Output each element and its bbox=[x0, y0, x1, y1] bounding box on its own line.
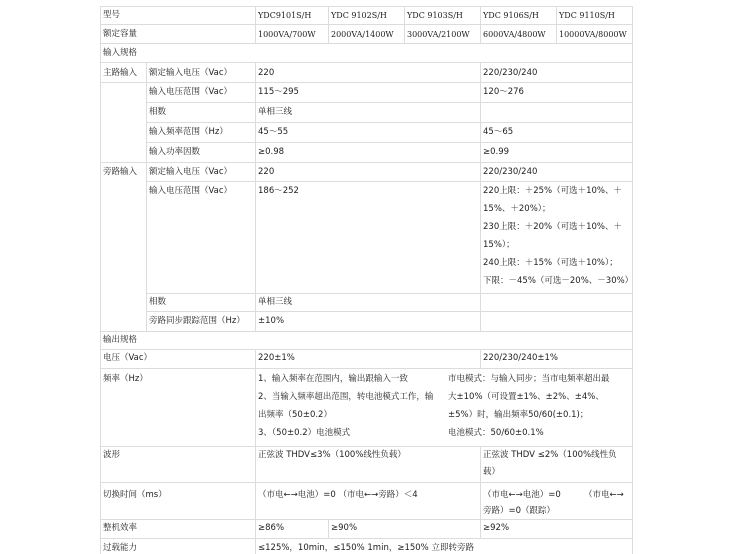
mains-pf-v2: ≥0.99 bbox=[483, 147, 510, 157]
voltage-v1: 220±1% bbox=[258, 353, 295, 363]
waveform-v1: 正弦波 THDV≤3%（100%线性负载） bbox=[258, 450, 406, 460]
mains-voltage-range-v2: 120～276 bbox=[483, 87, 524, 97]
spec-table bbox=[100, 6, 632, 554]
bypass-rated-voltage-v2: 220/230/240 bbox=[483, 167, 538, 177]
transfer-v2-line-2: 旁路）=0（跟踪） bbox=[483, 506, 556, 516]
bypass-range-line-1: 220上限：＋25%（可选＋10%、＋ bbox=[483, 186, 623, 196]
efficiency-v2: ≥90% bbox=[331, 523, 358, 533]
efficiency-v1: ≥86% bbox=[258, 523, 285, 533]
waveform-v2-line-1: 正弦波 THDV ≤2%（100%线性负 bbox=[483, 450, 617, 460]
bypass-sync-value: ±10% bbox=[258, 316, 285, 326]
frequency-right-line-3: ±5%）时，输出频率50/60(±0.1)； bbox=[448, 410, 589, 420]
mains-rated-voltage-v1: 220 bbox=[258, 68, 275, 78]
bypass-voltage-range-label: 输入电压范围（Vac） bbox=[149, 186, 233, 196]
bypass-range-line-5: 240上限：＋15%（可选＋10%）； bbox=[483, 258, 618, 268]
bypass-rated-voltage-label: 额定输入电压（Vac） bbox=[149, 167, 233, 177]
capacity-5: 10000VA/8000W bbox=[559, 30, 627, 39]
mains-rated-voltage-v2: 220/230/240 bbox=[483, 68, 538, 78]
mains-phase-label: 相数 bbox=[149, 107, 167, 117]
model-4: YDC 9106S/H bbox=[483, 11, 539, 20]
efficiency-label: 整机效率 bbox=[103, 523, 138, 533]
voltage-v2: 220/230/240±1% bbox=[483, 353, 559, 363]
frequency-right-line-4: 电池模式：50/60±0.1% bbox=[448, 428, 544, 438]
mains-rated-voltage-label: 额定输入电压（Vac） bbox=[149, 68, 233, 78]
capacity-4: 6000VA/4800W bbox=[483, 30, 546, 39]
capacity-label: 额定容量 bbox=[103, 29, 138, 39]
model-5: YDC 9110S/H bbox=[559, 11, 615, 20]
bypass-range-line-6: 下限：－45%（可选－20%、－30%） bbox=[483, 276, 634, 286]
bypass-voltage-range-v1: 186～252 bbox=[258, 186, 299, 196]
bypass-input-label: 旁路输入 bbox=[103, 167, 138, 177]
frequency-left-line-3: 出频率（50±0.2） bbox=[258, 410, 332, 420]
waveform-label: 波形 bbox=[103, 450, 121, 460]
frequency-left-line-4: 3、（50±0.2）电池模式 bbox=[258, 428, 351, 438]
efficiency-v3: ≥92% bbox=[483, 523, 510, 533]
bypass-sync-label: 旁路同步跟踪范围（Hz） bbox=[149, 316, 245, 326]
capacity-2: 2000VA/1400W bbox=[331, 30, 394, 39]
bypass-range-line-4: 15%）； bbox=[483, 240, 515, 250]
overload-value: ≤125%，10min，≤150% 1min，≥150% 立即转旁路 bbox=[258, 543, 474, 553]
output-section-title: 输出规格 bbox=[103, 335, 138, 345]
frequency-label: 频率（Hz） bbox=[103, 374, 148, 384]
transfer-label: 切换时间（ms） bbox=[103, 490, 167, 500]
mains-pf-label: 输入功率因数 bbox=[149, 147, 201, 157]
voltage-label: 电压（Vac） bbox=[103, 353, 153, 363]
model-label: 型号 bbox=[103, 10, 121, 20]
bypass-rated-voltage-v1: 220 bbox=[258, 167, 275, 177]
model-2: YDC 9102S/H bbox=[331, 11, 387, 20]
mains-voltage-range-label: 输入电压范围（Vac） bbox=[149, 87, 233, 97]
transfer-v1: （市电←→电池）=0 （市电←→旁路）＜4 bbox=[258, 490, 418, 500]
mains-input-label: 主路输入 bbox=[103, 68, 138, 78]
bypass-phase-label: 相数 bbox=[149, 297, 167, 307]
waveform-v2-line-2: 载） bbox=[483, 467, 501, 477]
mains-phase-v1: 单相三线 bbox=[258, 107, 293, 117]
transfer-v2-line-1a: （市电←→电池）=0 bbox=[483, 490, 561, 500]
mains-frequency-v2: 45～65 bbox=[483, 127, 514, 137]
bypass-range-line-3: 230上限：＋20%（可选＋10%、＋ bbox=[483, 222, 623, 232]
frequency-right-line-2: 大±10%（可设置±1%、±2%、±4%、 bbox=[448, 392, 604, 402]
frequency-left-line-2: 2、当输入频率超出范围，转电池模式工作，输 bbox=[258, 392, 434, 402]
capacity-1: 1000VA/700W bbox=[258, 30, 316, 39]
capacity-3: 3000VA/2100W bbox=[407, 30, 470, 39]
mains-voltage-range-v1: 115～295 bbox=[258, 87, 299, 97]
input-section-title: 输入规格 bbox=[103, 48, 138, 58]
overload-label: 过载能力 bbox=[103, 543, 138, 553]
mains-frequency-label: 输入频率范围（Hz） bbox=[149, 127, 228, 137]
frequency-right-line-1: 市电模式：与输入同步；当市电频率超出最 bbox=[448, 374, 610, 384]
bypass-range-line-2: 15%、＋20%）； bbox=[483, 204, 551, 214]
model-1: YDC9101S/H bbox=[258, 11, 312, 20]
transfer-v2-line-1b: （市电←→ bbox=[584, 490, 624, 500]
mains-pf-v1: ≥0.98 bbox=[258, 147, 285, 157]
model-3: YDC 9103S/H bbox=[407, 11, 463, 20]
mains-frequency-v1: 45～55 bbox=[258, 127, 289, 137]
bypass-phase-value: 单相三线 bbox=[258, 297, 293, 307]
frequency-left-line-1: 1、输入频率在范围内，输出跟输入一致 bbox=[258, 374, 408, 384]
